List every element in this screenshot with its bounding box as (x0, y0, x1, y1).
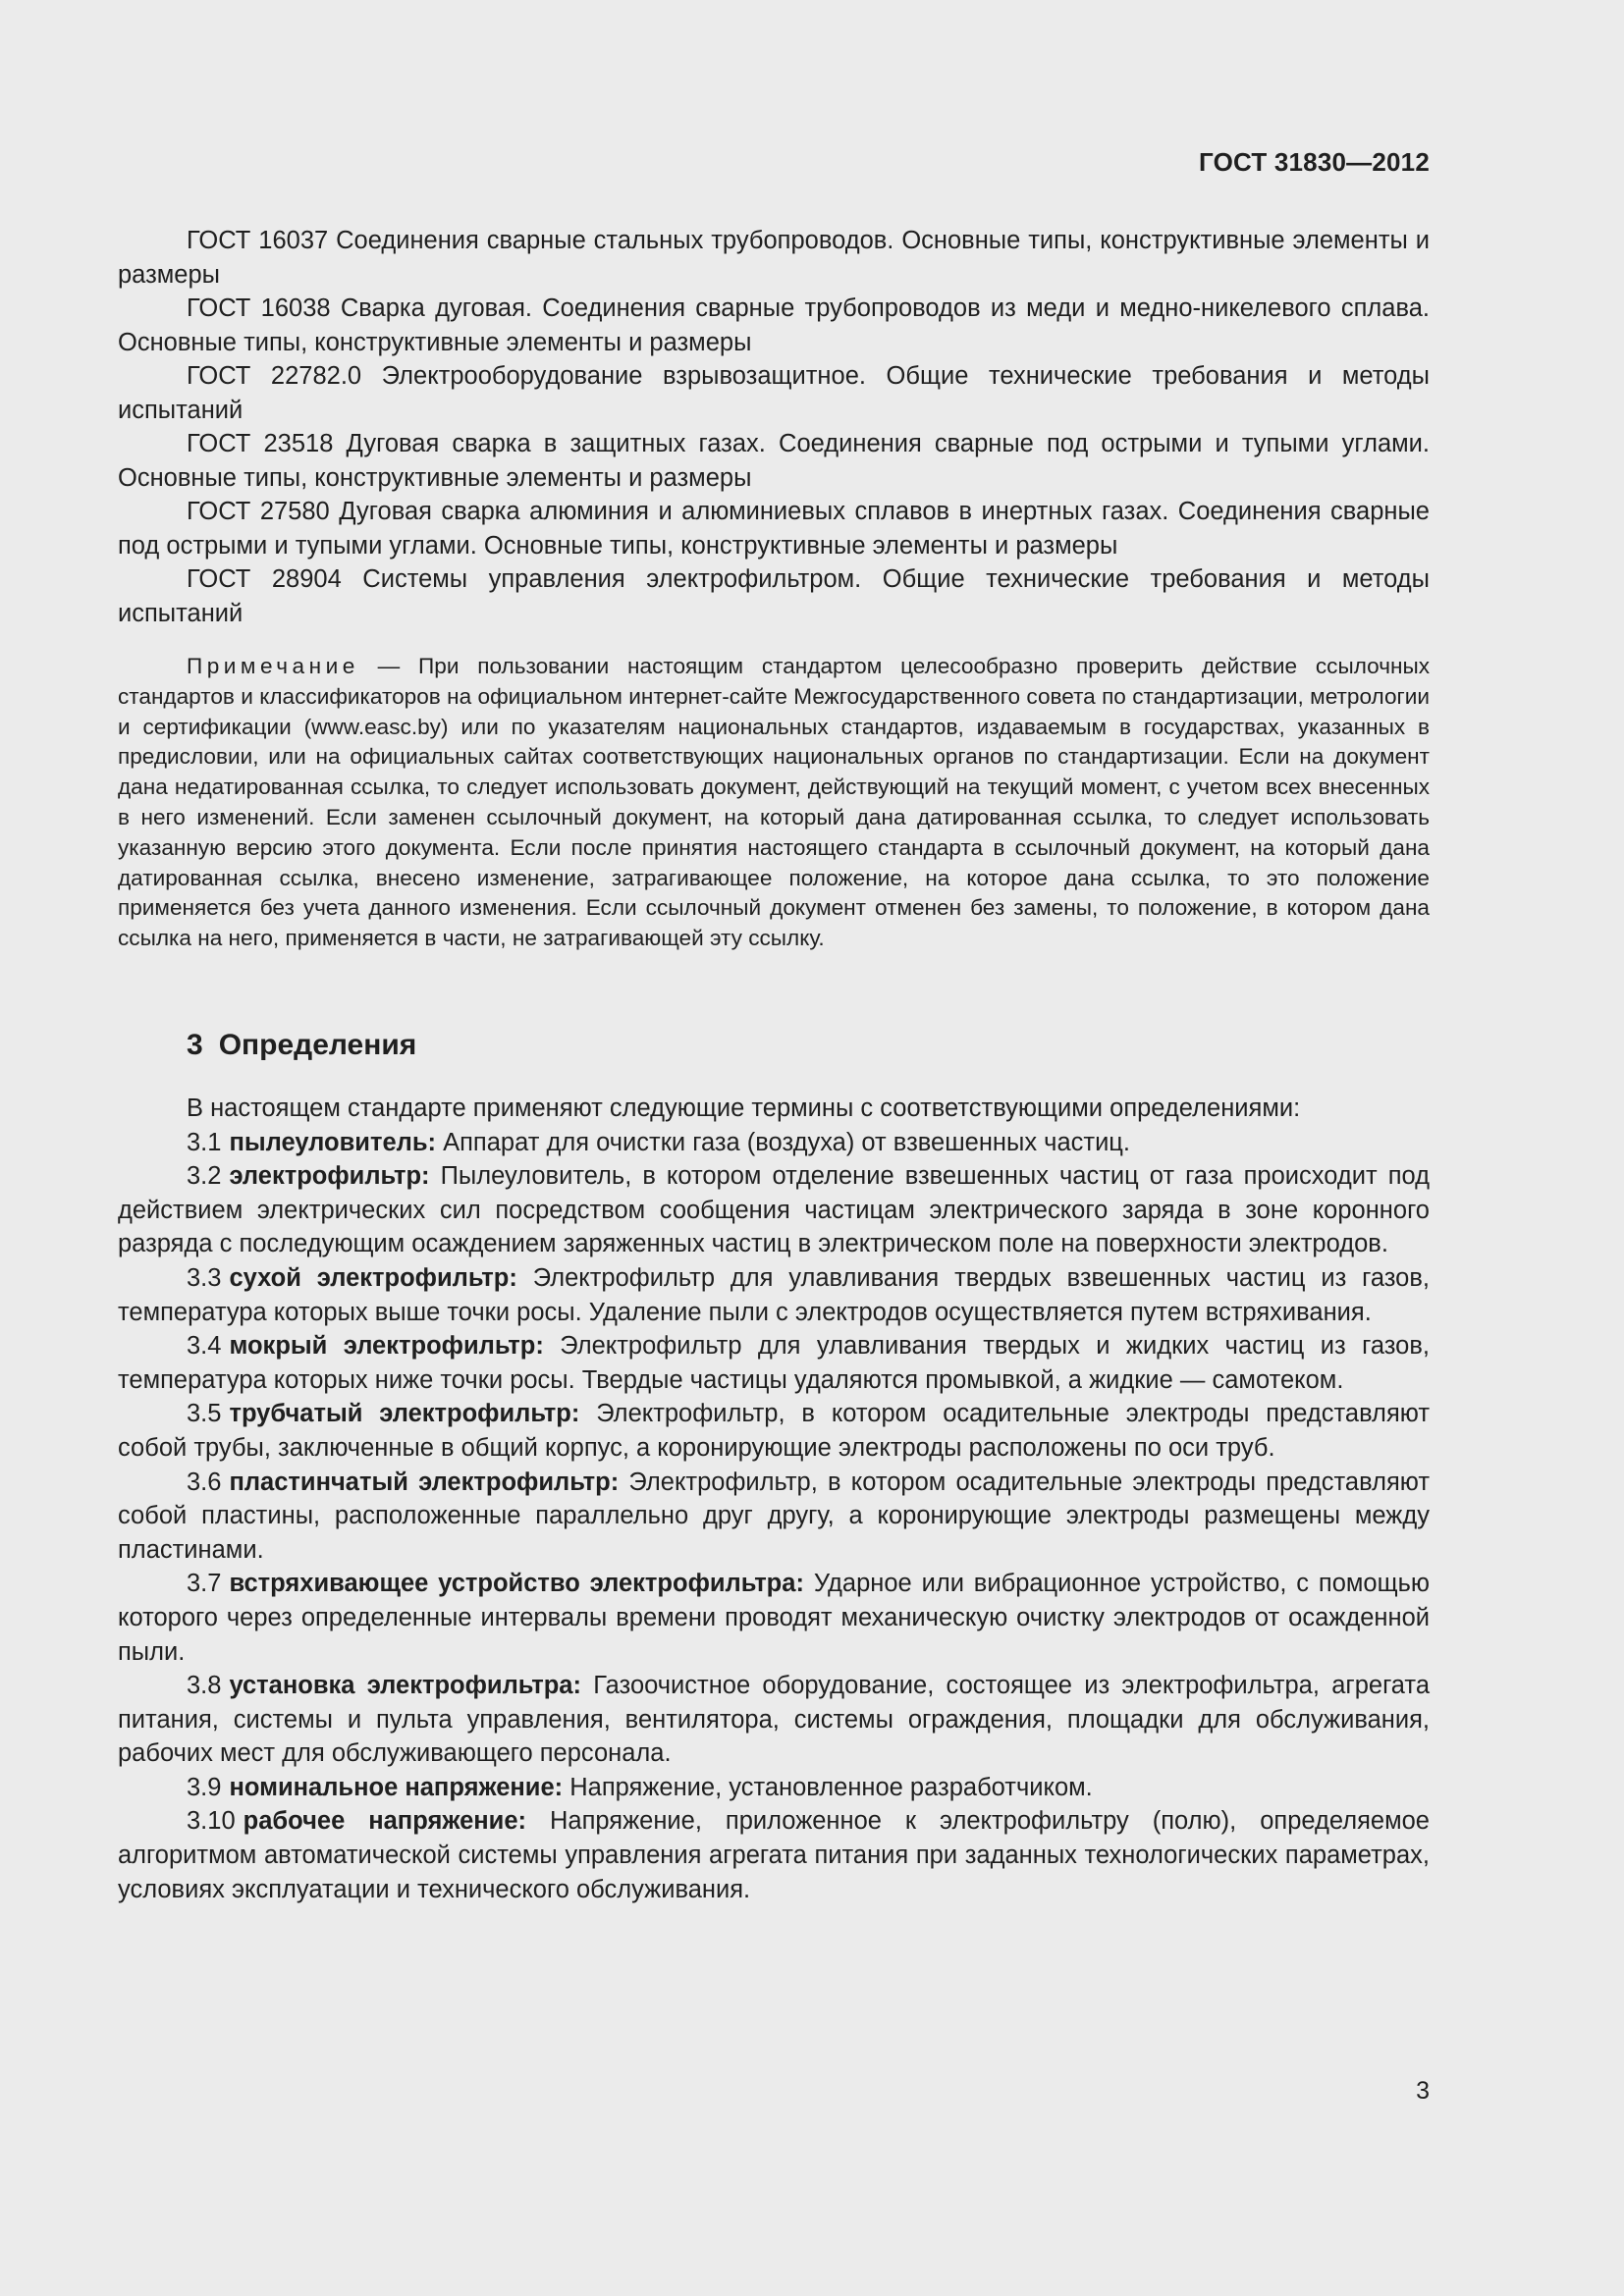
definition-number: 3.3 (187, 1263, 222, 1292)
definition-text: Аппарат для очистки газа (воздуха) от взвешенных частиц. (443, 1128, 1131, 1156)
note-dash: — (358, 654, 419, 678)
definition-item (118, 1567, 1430, 1669)
definitions-intro: В настоящем стандарте применяют следующие термины с соответствующими определениями: (187, 1095, 1301, 1122)
definition-item (118, 1669, 1430, 1771)
section-title: Определения (218, 1029, 417, 1061)
reference-item: ГОСТ 16037 Соединения сварные стальных трубопроводов. Основные типы, конструктивные элементы и размеры (118, 227, 1430, 289)
definition-term: встряхивающее устройство электрофильтра: (229, 1570, 804, 1598)
definition-text: Напряжение, установленное разработчиком. (569, 1773, 1093, 1801)
definition-number: 3.5 (187, 1400, 222, 1428)
definition-number: 3.9 (187, 1773, 222, 1801)
reference-item: ГОСТ 28904 Системы управления электрофильтром. Общие технические требования и методы испытаний (118, 565, 1430, 627)
definition-item (118, 1126, 1430, 1160)
definition-term: пластинчатый электрофильтр: (229, 1468, 620, 1496)
normative-references-list (118, 224, 1430, 630)
definition-term: установка электрофильтра: (229, 1672, 581, 1700)
reference-item: ГОСТ 22782.0 Электрооборудование взрывозащитное. Общие технические требования и методы испытаний (118, 362, 1430, 424)
definitions-list (118, 1092, 1430, 1906)
definition-term: номинальное напряжение: (229, 1773, 564, 1801)
definition-number: 3.8 (187, 1672, 222, 1700)
definition-text: Пылеуловитель, в котором отделение взвешенных частиц от газа происходит под действием электрических сил посредством сообщения частицам электрического заряда в зоне коронного разряда с последующим осаждением заряженных частиц в электрическом поле на поверхности электродов. (118, 1162, 1430, 1258)
definition-number: 3.4 (187, 1332, 222, 1361)
definition-item (118, 1466, 1430, 1568)
reference-item: ГОСТ 16038 Сварка дуговая. Соединения сварные трубопроводов из меди и медно-никелевого сплава. Основные типы, конструктивные элементы и размеры (118, 294, 1430, 356)
page-number: 3 (1416, 2077, 1430, 2105)
definition-term: пылеуловитель: (229, 1128, 437, 1156)
note-paragraph (118, 652, 1430, 954)
definition-number: 3.10 (187, 1807, 236, 1836)
definition-item (118, 1771, 1430, 1805)
document-header-id: ГОСТ 31830—2012 (1199, 147, 1430, 177)
document-page (118, 0, 1430, 2296)
definition-number: 3.7 (187, 1570, 222, 1598)
note-text: При пользовании настоящим стандартом целесообразно проверить действие ссылочных стандартов и классификаторов на официальном интернет-сайте Межгосударственного совета по стандартизации, метрологии и сертификации (www.easc.by) или по указателям национальных стандартов, издаваемым в государствах, указанных в предисловии, или на официальных сайтах соответствующих национальных органов по стандартизации. Если на документ дана недатированная ссылка, то следует использовать документ, действующий на текущий момент, с учетом всех внесенных в него изменений. Если заменен ссылочный документ, на который дана датированная ссылка, то следует использовать указанную версию этого документа. Если после принятия настоящего стандарта в ссылочный документ, на который дана датированная ссылка, внесено изменение, затрагивающее положение, на которое дана ссылка, то это положение применяется без учета данного изменения. Если ссылочный документ отменен без замены, то положение, в котором дана ссылка на него, применяется в части, не затрагивающей эту ссылку. (118, 654, 1431, 951)
definition-text: Электрофильтр для улавливания твердых и жидких частиц из газов, температура которых ниже точки росы. Твердые частицы удаляются промывкой, а жидкие — самотеком. (118, 1332, 1430, 1394)
definition-term: мокрый электрофильтр: (229, 1332, 544, 1361)
definition-item (118, 1261, 1430, 1329)
definition-number: 3.6 (187, 1468, 222, 1496)
definition-term: трубчатый электрофильтр: (229, 1400, 580, 1428)
note-label: Примечание (187, 654, 359, 678)
definition-text: Электрофильтр для улавливания твердых взвешенных частиц из газов, температура которых выше точки росы. Удаление пыли с электродов осуществляется путем встряхивания. (118, 1263, 1430, 1326)
definition-item (118, 1397, 1430, 1465)
definition-number: 3.2 (187, 1162, 222, 1191)
section-number: 3 (187, 1029, 203, 1061)
reference-item: ГОСТ 23518 Дуговая сварка в защитных газах. Соединения сварные под острыми и тупыми углами. Основные типы, конструктивные элементы и размеры (118, 430, 1430, 492)
definition-text: Электрофильтр, в котором осадительные электроды представляют собой пластины, расположенные параллельно друг другу, а коронирующие электроды размещены между пластинами. (118, 1468, 1430, 1564)
definition-term: электрофильтр: (229, 1162, 430, 1191)
definition-text: Ударное или вибрационное устройство, с помощью которого через определенные интервалы времени проводят механическую очистку электродов от осажденной пыли. (118, 1570, 1430, 1666)
reference-item: ГОСТ 27580 Дуговая сварка алюминия и алюминиевых сплавов в инертных газах. Соединения сварные под острыми и тупыми углами. Основные типы, конструктивные элементы и размеры (118, 498, 1430, 560)
definition-number: 3.1 (187, 1128, 222, 1156)
definition-term: рабочее напряжение: (243, 1807, 527, 1836)
definition-term: сухой электрофильтр: (229, 1263, 517, 1292)
definition-item (118, 1159, 1430, 1261)
definition-text: Электрофильтр, в котором осадительные электроды представляют собой трубы, заключенные в общий корпус, а коронирующие электроды расположены по оси труб. (118, 1400, 1430, 1462)
definition-item (118, 1329, 1430, 1397)
section-heading (187, 1029, 416, 1062)
definition-text: Напряжение, приложенное к электрофильтру (полю), определяемое алгоритмом автоматической системы управления агрегата питания при заданных технологических параметрах, условиях эксплуатации и технического обслуживания. (118, 1807, 1430, 1903)
definition-text: Газоочистное оборудование, состоящее из электрофильтра, агрегата питания, системы и пульта управления, вентилятора, системы ограждения, площадки для обслуживания, рабочих мест для обслуживающего персонала. (118, 1672, 1431, 1768)
definition-item (118, 1804, 1430, 1906)
